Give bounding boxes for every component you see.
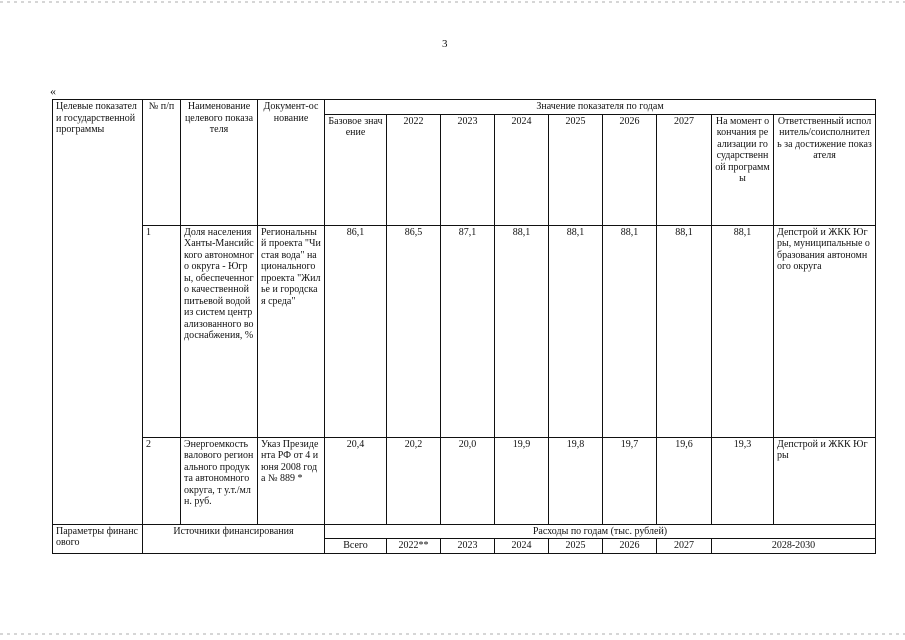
header-values-by-year: Значение показателя по годам [325, 100, 876, 115]
row-year-value: 19,7 [603, 437, 657, 524]
header-year: 2025 [549, 114, 603, 225]
finance-expenses-label: Расходы по годам (тыс. рублей) [325, 524, 876, 539]
row-base-value: 86,1 [325, 225, 387, 437]
row-basis-document: Указ Президента РФ от 4 июня 2008 года № 889 * [258, 437, 325, 524]
header-year: 2024 [495, 114, 549, 225]
header-row-1 [53, 100, 876, 115]
row-end-value: 88,1 [712, 225, 774, 437]
finance-sources-label: Источники финансирования [143, 524, 325, 553]
header-base-value: Базовое значение [325, 114, 387, 225]
row-year-value: 88,1 [603, 225, 657, 437]
header-year: 2026 [603, 114, 657, 225]
row-indicator-name: Доля населения Ханты-Мансийского автономного округа - Югры, обеспеченного качественной питьевой водой из систем централизованного водоснабжения, % [181, 225, 258, 437]
finance-year: 2024 [495, 539, 549, 554]
header-program-end: На момент окончания реализации государственной программы [712, 114, 774, 225]
row-year-value: 88,1 [657, 225, 712, 437]
table-row [53, 225, 876, 437]
header-target-indicators: Целевые показатели государственной программы [53, 100, 143, 525]
indicators-table [52, 99, 876, 554]
header-year: 2027 [657, 114, 712, 225]
row-year-value: 86,5 [387, 225, 441, 437]
finance-year: 2025 [549, 539, 603, 554]
row-year-value: 19,9 [495, 437, 549, 524]
row-number: 1 [143, 225, 181, 437]
header-number: № п/п [143, 100, 181, 226]
row-indicator-name: Энергоемкость валового регионального продукта автономного округа, т у.т./млн. руб. [181, 437, 258, 524]
finance-params-label: Параметры финансового [53, 524, 143, 553]
header-basis-document: Документ-основание [258, 100, 325, 226]
row-responsible: Депстрой и ЖКК Югры, муниципальные образования автономного округа [774, 225, 876, 437]
row-year-value: 19,6 [657, 437, 712, 524]
finance-year: 2023 [441, 539, 495, 554]
row-year-value: 88,1 [549, 225, 603, 437]
table-row [53, 437, 876, 524]
page-number: 3 [442, 38, 448, 50]
row-end-value: 19,3 [712, 437, 774, 524]
scan-artifact-top [0, 1, 905, 3]
row-year-value: 87,1 [441, 225, 495, 437]
header-indicator-name: Наименование целевого показателя [181, 100, 258, 226]
finance-year: 2027 [657, 539, 712, 554]
finance-header-row [53, 524, 876, 539]
scan-artifact-bottom [0, 633, 905, 635]
header-year: 2022 [387, 114, 441, 225]
row-base-value: 20,4 [325, 437, 387, 524]
row-year-value: 88,1 [495, 225, 549, 437]
header-year: 2023 [441, 114, 495, 225]
row-basis-document: Региональный проекта "Чистая вода" национального проекта "Жилье и городская среда" [258, 225, 325, 437]
row-year-value: 19,8 [549, 437, 603, 524]
opening-quote: « [50, 84, 56, 98]
finance-total-label: Всего [325, 539, 387, 554]
header-responsible: Ответственный исполнитель/соисполнитель за достижение показателя [774, 114, 876, 225]
row-responsible: Депстрой и ЖКК Югры [774, 437, 876, 524]
row-year-value: 20,2 [387, 437, 441, 524]
row-number: 2 [143, 437, 181, 524]
row-year-value: 20,0 [441, 437, 495, 524]
finance-year: 2026 [603, 539, 657, 554]
finance-year: 2022** [387, 539, 441, 554]
finance-period: 2028-2030 [712, 539, 876, 554]
